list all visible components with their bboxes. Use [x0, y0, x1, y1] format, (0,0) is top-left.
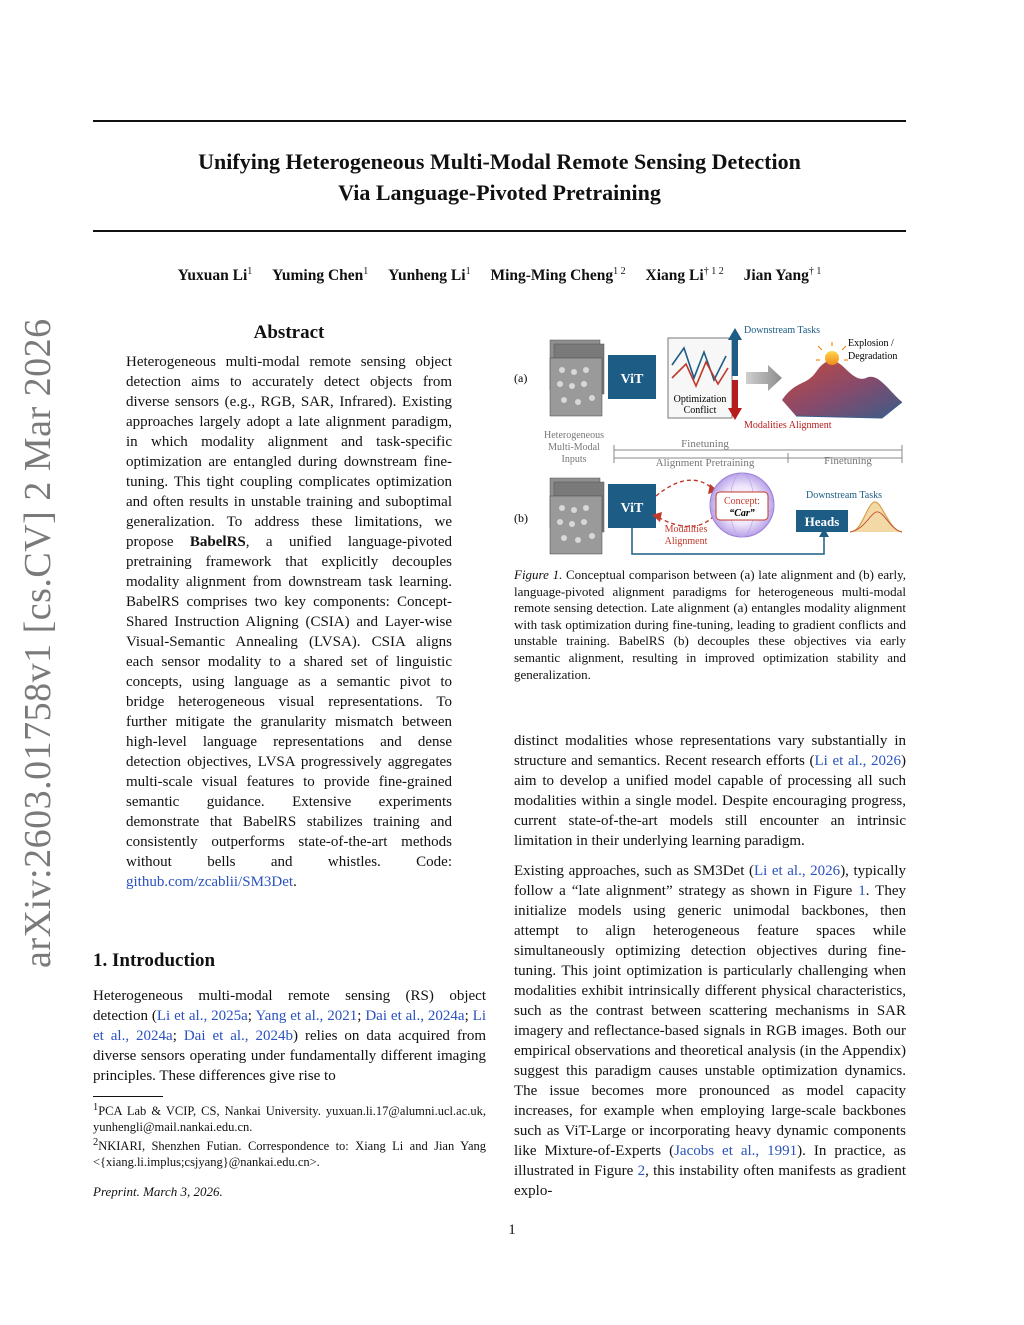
transition-arrow-icon [746, 365, 782, 391]
explosion-icon [825, 351, 839, 365]
inputs-label-3: Inputs [561, 454, 587, 465]
citation-link[interactable]: Li et al., 2024a [93, 1008, 486, 1044]
right-paragraph-1: distinct modalities whose representations vary substantially in structure and semantics. Recent research efforts (Li et al., 2026) aim to develop a unified model capable of processing all such modalities within a single model. Despite encouraging progress, current state-of-the-art models still encounter an intrinsic limitation in their underlying learning paradigm. [514, 733, 906, 849]
timeline-a [614, 445, 902, 455]
title-bottom-rule [93, 230, 906, 232]
paper-title [93, 146, 906, 208]
abstract-heading: Abstract [253, 322, 325, 343]
abstract-body: Heterogeneous multi-modal remote sensing object detection aims to accurately detect objects from diverse sensors (e.g., RGB, SAR, Infrared). Existing approaches largely adopt a late alignment paradigm, in which modality alignment and task-specific optimization are entangled during downstream fine-tuning. This tight coupling complicates optimization and often results in unstable training and suboptimal generalization. To address these limitations, we propose BabelRS, a unified language-pivoted pretraining framework that explicitly decouples modality alignment from downstream task learning. BabelRS comprises two key components: Concept-Shared Instruction Aligning (CSIA) and Layer-wise Visual-Semantic Annealing (LVSA). CSIA aligns each sensor modality to a shared set of linguistic concepts, using language as a semantic pivot to bridge heterogeneous visual representations. To further mitigate the granularity mismatch between high-level language representations and dense detection objectives, LVSA progressively aggregates multi-scale visual features to provide fine-grained semantic guidance. Extensive experiments demonstrate that BabelRS stabilizes training and consistently outperforms state-of-the-art methods without bells and whistles. Code: github.com/zcablii/SM3Det. [126, 354, 452, 890]
vit-label-b: ViT [620, 501, 644, 516]
modalities-alignment-label-b2: Alignment [664, 536, 708, 547]
citation-link[interactable]: Li et al., 2026 [814, 753, 901, 769]
opt-conflict-line1: Optimization [673, 394, 727, 405]
title-line-1: Unifying Heterogeneous Multi-Modal Remote Sensing Detection [198, 149, 801, 174]
figure-ref-link[interactable]: 2 [637, 1163, 646, 1179]
modalities-alignment-label-b1: Modalities [664, 524, 708, 535]
author: Jian Yang$^{\dagger 1}$ [743, 266, 822, 285]
figure-ref-link[interactable]: 1 [858, 883, 866, 899]
opt-conflict-line2: Conflict [683, 405, 717, 416]
footnote-affil-2: $^2$NKIARI, Shenzhen Futian. Correspondence to: Xiang Li and Jian Yang <{xiang.li.implus;csjyang}@nankai.edu.cn>. [93, 1137, 486, 1170]
finetuning-label-b: Finetuning [824, 455, 872, 467]
arxiv-stamp: arXiv:2603.01758v1 [cs.CV] 2 Mar 2026 [17, 318, 59, 968]
intro-paragraph: Heterogeneous multi-modal remote sensing (RS) object detection (Li et al., 2025a; Yang et al., 2021; Dai et al., 2024a; Li et al., 2024a; Dai et al., 2024b) relies on data acquired from diverse sensors operating under fundamentally different imaging principles. These differences give rise to [93, 988, 486, 1084]
explosion-label-1: Explosion / [848, 338, 894, 349]
citation-link[interactable]: Dai et al., 2024a [365, 1008, 465, 1024]
page-number: 1 [508, 1222, 516, 1238]
vit-label-a: ViT [620, 372, 644, 387]
inputs-label-1: Heterogeneous [544, 430, 604, 441]
loss-landscape [782, 361, 902, 418]
author: Xiang $Li^{\dagger 1 2}$ [645, 266, 724, 285]
section-heading-introduction: 1. Introduction [93, 950, 216, 971]
right-paragraph-2: Existing approaches, such as SM3Det (Li et al., 2026), typically follow a “late alignment” strategy as shown in Figure 1. They initialize models using generic unimodal backbones, then attempt to align heterogeneous feature spaces while simultaneously optimizing detection objectives during fine-tuning. This joint optimization is particularly challenging when modalities exhibit intrinsically different physical characteristics, such as the contrast between scattering mechanisms in SAR imagery and reflectance-based signals in RGB images. Both our empirical observations and theoretical analysis (in the Appendix) suggest this paradigm causes unstable optimization dynamics. The issue becomes more pronounced as model capacity increases, for example when employing large-scale backbones such as ViT-Large or incorporating heavy dynamic components like Mixture-of-Experts (Jacobs et al., 1991). In practice, as illustrated in Figure 2, this instability often manifests as gradient explo- [514, 863, 907, 1199]
alignment-pretraining-label: Alignment Pretraining [655, 457, 755, 469]
citation-link[interactable]: Li et al., 2025a [156, 1008, 248, 1024]
finetuning-label-a: Finetuning [681, 438, 729, 450]
downstream-tasks-label-a: Downstream Tasks [744, 325, 821, 336]
concept-car-label: “Car” [729, 508, 755, 519]
title-line-2: Via Language-Pivoted Pretraining [338, 180, 661, 205]
author: Yuming Chen$^1$ [272, 266, 369, 285]
author: Yuxuan Li$^1$ [177, 266, 253, 285]
alignment-arc-top [656, 480, 714, 496]
babelrs-name: BabelRS [189, 534, 246, 550]
figure-1-caption: Figure 1. Conceptual comparison between (a) late alignment and (b) early, language-pivoted alignment paradigms for heterogeneous multi-modal remote sensing detection. Late alignment (a) entangles modality alignment with task optimization during fine-tuning, leading to gradient conflicts and unstable training. BabelRS (b) decouples these objectives via early semantic alignment, resulting in improved optimization stability and generalization. [514, 567, 906, 682]
author: Ming-Ming Cheng$^{1 2}$ [490, 266, 626, 285]
citation-link[interactable]: Dai et al., 2024b [183, 1028, 293, 1044]
concept-label: Concept: [723, 496, 761, 507]
label-b: (b) [514, 511, 528, 525]
downstream-bar [732, 338, 738, 376]
figure-1 [510, 320, 910, 560]
modalities-alignment-label-a: Modalities Alignment [744, 420, 832, 431]
up-arrow-icon [728, 328, 742, 340]
footnote-affil-1: $^1$PCA Lab & VCIP, CS, Nankai University. yuxuan.li.17@alumni.ucl.ac.uk, yunhengli@mail.nankai.edu.cn. [93, 1102, 486, 1135]
downstream-tasks-label-b: Downstream Tasks [805, 490, 883, 501]
explosion-label-2: Degradation [848, 351, 898, 362]
heads-label: Heads [804, 514, 840, 529]
footnote [93, 1100, 486, 1170]
caption-label: Figure 1. [514, 567, 563, 582]
citation-link[interactable]: Li et al., 2026 [753, 863, 841, 879]
sensor-image-stack-a [550, 340, 604, 416]
author-list [93, 266, 906, 285]
footnote-rule [93, 1096, 163, 1097]
sensor-image-stack-b [550, 478, 604, 554]
citation-link[interactable]: Jacobs et al., 1991 [674, 1143, 798, 1159]
code-link[interactable]: github.com/zcablii/SM3Det [126, 874, 294, 890]
preprint-date: Preprint. March 3, 2026. [93, 1184, 223, 1199]
author: Yunheng Li$^1$ [388, 266, 471, 285]
inputs-label-2: Multi-Modal [548, 442, 600, 453]
top-rule [93, 120, 906, 122]
label-a: (a) [514, 371, 528, 385]
citation-link[interactable]: Yang et al., 2021 [255, 1008, 358, 1024]
alignment-bar [732, 380, 738, 410]
